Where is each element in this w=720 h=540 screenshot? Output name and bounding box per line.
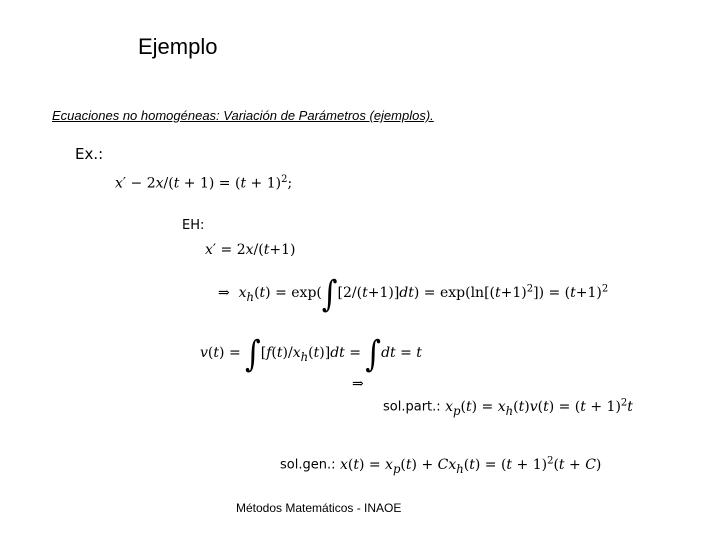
v-solution: $v(t) = \int[f(t)/x_h(t)]dt = \int dt = t$ — [200, 333, 422, 376]
eh-equation: x′ = 2x/(t+1) — [205, 242, 296, 258]
gen-label: sol.gen.: — [280, 457, 336, 473]
example-label: Ex.: — [75, 145, 104, 163]
general-solution: sol.gen.: $x(t) = x_p(t) + Cx_h(t) = (t + 1)^2(t + C)$ — [280, 455, 602, 476]
slide-title: Ejemplo — [138, 34, 218, 59]
implies-arrow: ⇒ — [218, 285, 230, 301]
footer-text: Métodos Matemáticos - INAOE — [236, 501, 402, 515]
eh-label: EH: — [182, 218, 205, 233]
part-label: sol.part.: — [383, 399, 441, 415]
main-equation: $x' - 2x/(t + 1) = (t + 1)^2$; — [115, 174, 293, 192]
implies-arrow-2: ⇒ — [352, 376, 364, 392]
particular-solution: sol.part.: $x_p(t) = x_h(t)v(t) = (t + 1)^2t$ — [383, 397, 633, 418]
xh-solution: ⇒ $x_h(t) = \exp(\int[2/(t+1)]dt) = \exp(\ln[(t+1)^2]) = (t+1)^2$ — [218, 273, 609, 316]
slide-subtitle: Ecuaciones no homogéneas: Variación de Parámetros (ejemplos). — [52, 108, 434, 123]
